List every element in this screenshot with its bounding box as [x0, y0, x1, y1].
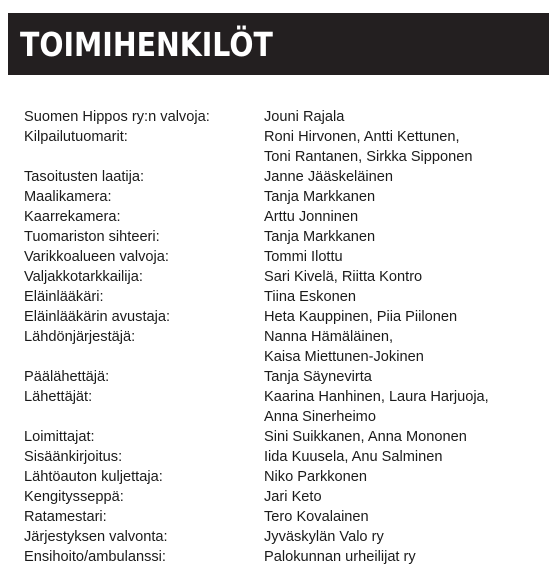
person-names — [264, 467, 544, 487]
name-line: Jouni Rajala — [264, 109, 345, 125]
role-label: Tasoitusten laatija: — [24, 169, 145, 185]
role-label: Kilpailutuomarit: — [24, 129, 128, 145]
name-line: Palokunnan urheilijat ry — [264, 549, 416, 565]
name-line: Nanna Hämäläinen, — [264, 329, 393, 345]
role-label: Järjestyksen valvonta: — [24, 529, 168, 545]
name-line: Jari Keto — [264, 489, 322, 505]
role-label: Lähdönjärjestäjä: — [24, 329, 136, 345]
role-label: Ratamestari: — [24, 509, 107, 525]
person-names — [264, 247, 544, 267]
person-names — [264, 327, 544, 367]
list-item — [24, 387, 544, 427]
name-line: Anna Sinerheimo — [264, 409, 376, 425]
person-names — [264, 387, 544, 427]
list-item — [24, 507, 544, 527]
name-line: Arttu Jonninen — [264, 209, 359, 225]
name-line: Sari Kivelä, Riitta Kontro — [264, 269, 423, 285]
list-item — [24, 107, 544, 127]
role-label: Eläinlääkärin avustaja: — [24, 309, 171, 325]
name-line: Kaisa Miettunen-Jokinen — [264, 349, 424, 365]
name-line: Sini Suikkanen, Anna Mononen — [264, 429, 467, 445]
list-item — [24, 287, 544, 307]
person-names — [264, 267, 544, 287]
person-names — [264, 187, 544, 207]
role-label: Sisäänkirjoitus: — [24, 449, 123, 465]
role-label: Päälähettäjä: — [24, 369, 110, 385]
list-item — [24, 467, 544, 487]
role-label: Lähtöauton kuljettaja: — [24, 469, 163, 485]
role-label: Maalikamera: — [24, 189, 112, 205]
list-item — [24, 427, 544, 447]
person-names — [264, 547, 544, 567]
name-line: Tero Kovalainen — [264, 509, 369, 525]
role-label: Valjakkotarkkailija: — [24, 269, 143, 285]
role-label: Varikkoalueen valvoja: — [24, 249, 169, 265]
list-item — [24, 127, 544, 167]
list-item — [24, 207, 544, 227]
role-label: Kengitysseppä: — [24, 489, 124, 505]
person-names — [264, 207, 544, 227]
list-item — [24, 547, 544, 567]
list-item — [24, 447, 544, 467]
list-item — [24, 267, 544, 287]
name-line: Tanja Markkanen — [264, 229, 376, 245]
role-label: Ensihoito/ambulanssi: — [24, 549, 166, 565]
person-names — [264, 127, 544, 167]
person-names — [264, 307, 544, 327]
list-item — [24, 527, 544, 547]
role-label: Eläinlääkäri: — [24, 289, 104, 305]
name-line: Tanja Markkanen — [264, 189, 376, 205]
person-names — [264, 427, 544, 447]
name-line: Heta Kauppinen, Piia Piilonen — [264, 309, 458, 325]
person-names — [264, 107, 544, 127]
role-label: Suomen Hippos ry:n valvoja: — [24, 109, 210, 125]
list-item — [24, 227, 544, 247]
role-label: Tuomariston sihteeri: — [24, 229, 160, 245]
list-item — [24, 307, 544, 327]
name-line: Roni Hirvonen, Antti Kettunen, — [264, 129, 460, 145]
name-line: Jyväskylän Valo ry — [264, 529, 384, 545]
name-line: Toni Rantanen, Sirkka Sipponen — [264, 149, 473, 165]
person-names — [264, 167, 544, 187]
list-item — [24, 327, 544, 367]
name-line: Niko Parkkonen — [264, 469, 368, 485]
role-label: Loimittajat: — [24, 429, 95, 445]
page-title: TOIMIHENKILÖT — [20, 25, 273, 64]
officials-list — [24, 107, 544, 567]
list-item — [24, 187, 544, 207]
person-names — [264, 287, 544, 307]
role-label: Kaarrekamera: — [24, 209, 121, 225]
header-bar — [8, 13, 549, 75]
person-names — [264, 527, 544, 547]
list-item — [24, 487, 544, 507]
list-item — [24, 367, 544, 387]
name-line: Janne Jääskeläinen — [264, 169, 394, 185]
person-names — [264, 447, 544, 467]
person-names — [264, 487, 544, 507]
name-line: Iida Kuusela, Anu Salminen — [264, 449, 443, 465]
person-names — [264, 367, 544, 387]
role-label: Lähettäjät: — [24, 389, 93, 405]
person-names — [264, 507, 544, 527]
person-names — [264, 227, 544, 247]
name-line: Tiina Eskonen — [264, 289, 356, 305]
name-line: Tommi Ilottu — [264, 249, 343, 265]
name-line: Tanja Säynevirta — [264, 369, 372, 385]
name-line: Kaarina Hanhinen, Laura Harjuoja, — [264, 389, 489, 405]
list-item — [24, 247, 544, 267]
list-item — [24, 167, 544, 187]
